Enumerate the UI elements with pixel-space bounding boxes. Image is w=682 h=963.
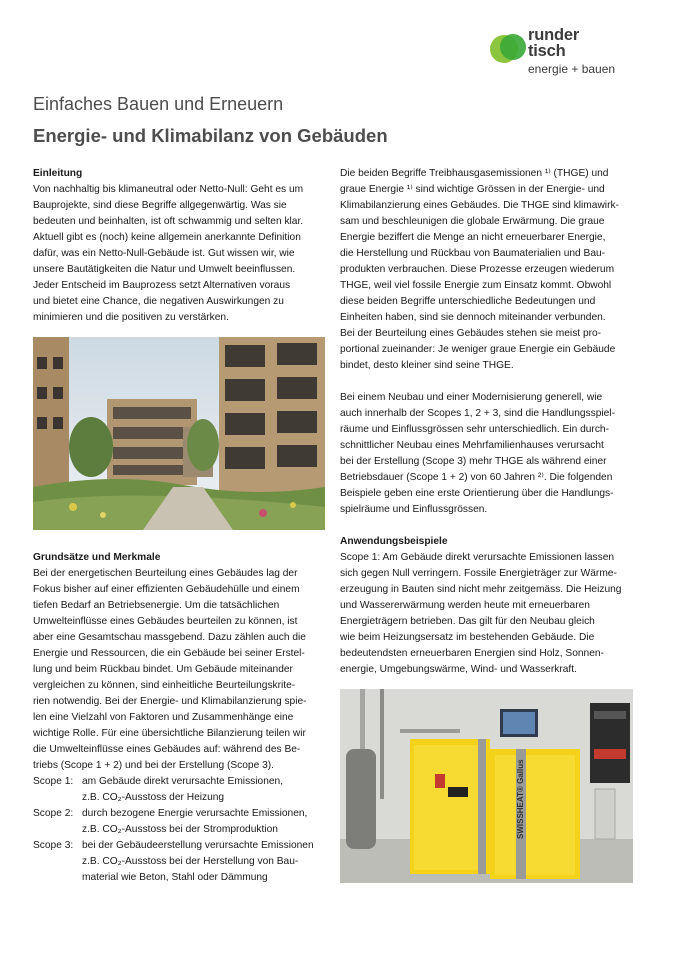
logo-text-energie-bauen: energie + bauen: [528, 62, 616, 76]
principles-section: [33, 550, 326, 774]
right-intro-section: [340, 166, 633, 374]
scope-label: Scope 2:: [33, 808, 74, 819]
intro-text: Von nachhaltig bis klimaneutral oder Netto-Null: Geht es um Bauprojekte, sind diese Begriffe allgegenwärtig. Was sie bedeuten und beinhalten, ist oft schwammig und selten klar. Aktuell gibt es (noch) keine allgemein anerkannte Definition dafür, was ein Netto-Null-Gebäude ist. Gut wissen wir, wie unsere Bautätigkeiten die Natur und Umwelt beeinflussen. Jeder Entscheid im Bauprozess setzt Alternativen voraus und bietet eine Chance, die negativen Auswirkungen zu minimieren und die positiven zu verstärken.: [33, 184, 304, 323]
scope-item: [33, 806, 326, 838]
scopes-paragraph: Bei einem Neubau und einer Modernisierung generell, wie auch innerhalb der Scopes 1, 2 + 3, sind die Handlungsspiel- räume und Einflussgrössen sehr unterschiedlich. Ein durch- schnittlicher Neubau eines Mehrfamilienhauses verursacht bei der Erstellung (Scope 3) mehr THGE als während einer Betriebsdauer (Scope 1 + 2) von 60 Jahren ²⁾. Die folgenden Beispiele geben eine erste Orientierung über die Handlungs- spielräume und Einflussgrössen.: [340, 392, 615, 515]
logo-text-tisch: tisch: [528, 42, 566, 60]
examples-heading: Anwendungsbeispiele: [340, 536, 448, 547]
examples-section: [340, 534, 633, 678]
scopes-paragraph-section: [340, 390, 633, 518]
building-photo: [33, 337, 325, 530]
scope-label: Scope 1:: [33, 776, 74, 787]
logo-text-runder: runder: [528, 26, 580, 44]
scope-text: am Gebäude direkt verursachte Emissionen, z.B. CO₂-Ausstoss der Heizung: [82, 776, 284, 803]
page-subtitle: Einfaches Bauen und Erneuern: [33, 94, 284, 114]
intro-heading: Einleitung: [33, 168, 83, 179]
thge-paragraph: Die beiden Begriffe Treibhausgasemissionen ¹⁾ (THGE) und graue Energie ¹⁾ sind wichtige Grössen in der Energie- und Klimabilanzierung eines Gebäudes. Die THGE sind klimawirk- sam und beschleunigen die globale Erwärmung. Die graue Energie beziffert die Menge an nicht erneuerbarer Energie, die Herstellung und Rückbau von Baumaterialien und Bau- produkten verbrauchen. Diese Prozesse erzeugen wiederum THGE, weil viel fossile Energie zum Einsatz kommt. Obwohl diese beiden Begriffe unterschiedliche Bedeutungen und Einheiten haben, sind sie dennoch miteinander verbunden. Bei der Beurteilung eines Gebäudes stehen sie meist pro- portional zueinander: Je weniger graue Energie ein Gebäude bindet, desto kleiner sind seine THGE.: [340, 168, 619, 371]
principles-heading: Grundsätze und Merkmale: [33, 552, 161, 563]
scope-item: [33, 838, 326, 886]
scope-list: [33, 774, 326, 886]
principles-text: Bei der energetischen Beurteilung eines Gebäudes lag der Fokus bisher auf einer effizienten Gebäudehülle und einem tiefen Bedarf an Betriebsenergie. Um die tatsächlichen Umwelteinflüsse eines Gebäudes beurteilen zu können, ist aber eine Gesamtschau massgebend. Dazu zählen auch die Energie und Ressourcen, die ein Gebäude bei seiner Erstel- lung und beim Rückbau bindet. Um Gebäude miteinander vergleichen zu können, sind einheitliche Beurteilungskrite- rien notwendig. Bei der Energie- und Klimabilanzierung spie- len eine Vielzahl von Faktoren und Zusammenhänge eine wichtige Rolle. Für eine übersichtliche Bilanzierung teilen wir die Umwelteinflüsse eines Gebäudes auf: während des Be- triebs (Scope 1 + 2) und bei der Erstellung (Scope 3).: [33, 568, 307, 771]
boiler-brand-label: SWISSHEAT® Gallus: [516, 759, 525, 839]
page-title: Energie- und Klimabilanz von Gebäuden: [33, 125, 388, 146]
intro-section: [33, 166, 326, 326]
green-circles-logo-icon: [489, 29, 529, 69]
scope-text: bei der Gebäudeerstellung verursachte Emissionen z.B. CO₂-Ausstoss bei der Herstellung von Bau- material wie Beton, Stahl oder Dämmung: [82, 840, 314, 883]
scope-item: [33, 774, 326, 806]
scope-text: durch bezogene Energie verursachte Emissionen, z.B. CO₂-Ausstoss bei der Stromproduktion: [82, 808, 308, 835]
examples-text: Scope 1: Am Gebäude direkt verursachte Emissionen lassen sich gegen Null verringern. Fossile Energieträger zur Wärme- erzeugung in Bauten sind nicht mehr zeitgemäss. Die Heizung und Wassererwärmung werden heute mit erneuerbaren Energieträgern betrieben. Das gilt für den Neubau gleich wie beim Heizungsersatz im bestehenden Gebäude. Die bedeutendsten erneuerbaren Energien sind Holz, Sonnen- energie, Umgebungswärme, Wind- und Wasserkraft.: [340, 552, 622, 675]
runder-tisch-logo: [489, 27, 639, 83]
scope-label: Scope 3:: [33, 840, 74, 851]
boiler-photo: [340, 689, 633, 883]
